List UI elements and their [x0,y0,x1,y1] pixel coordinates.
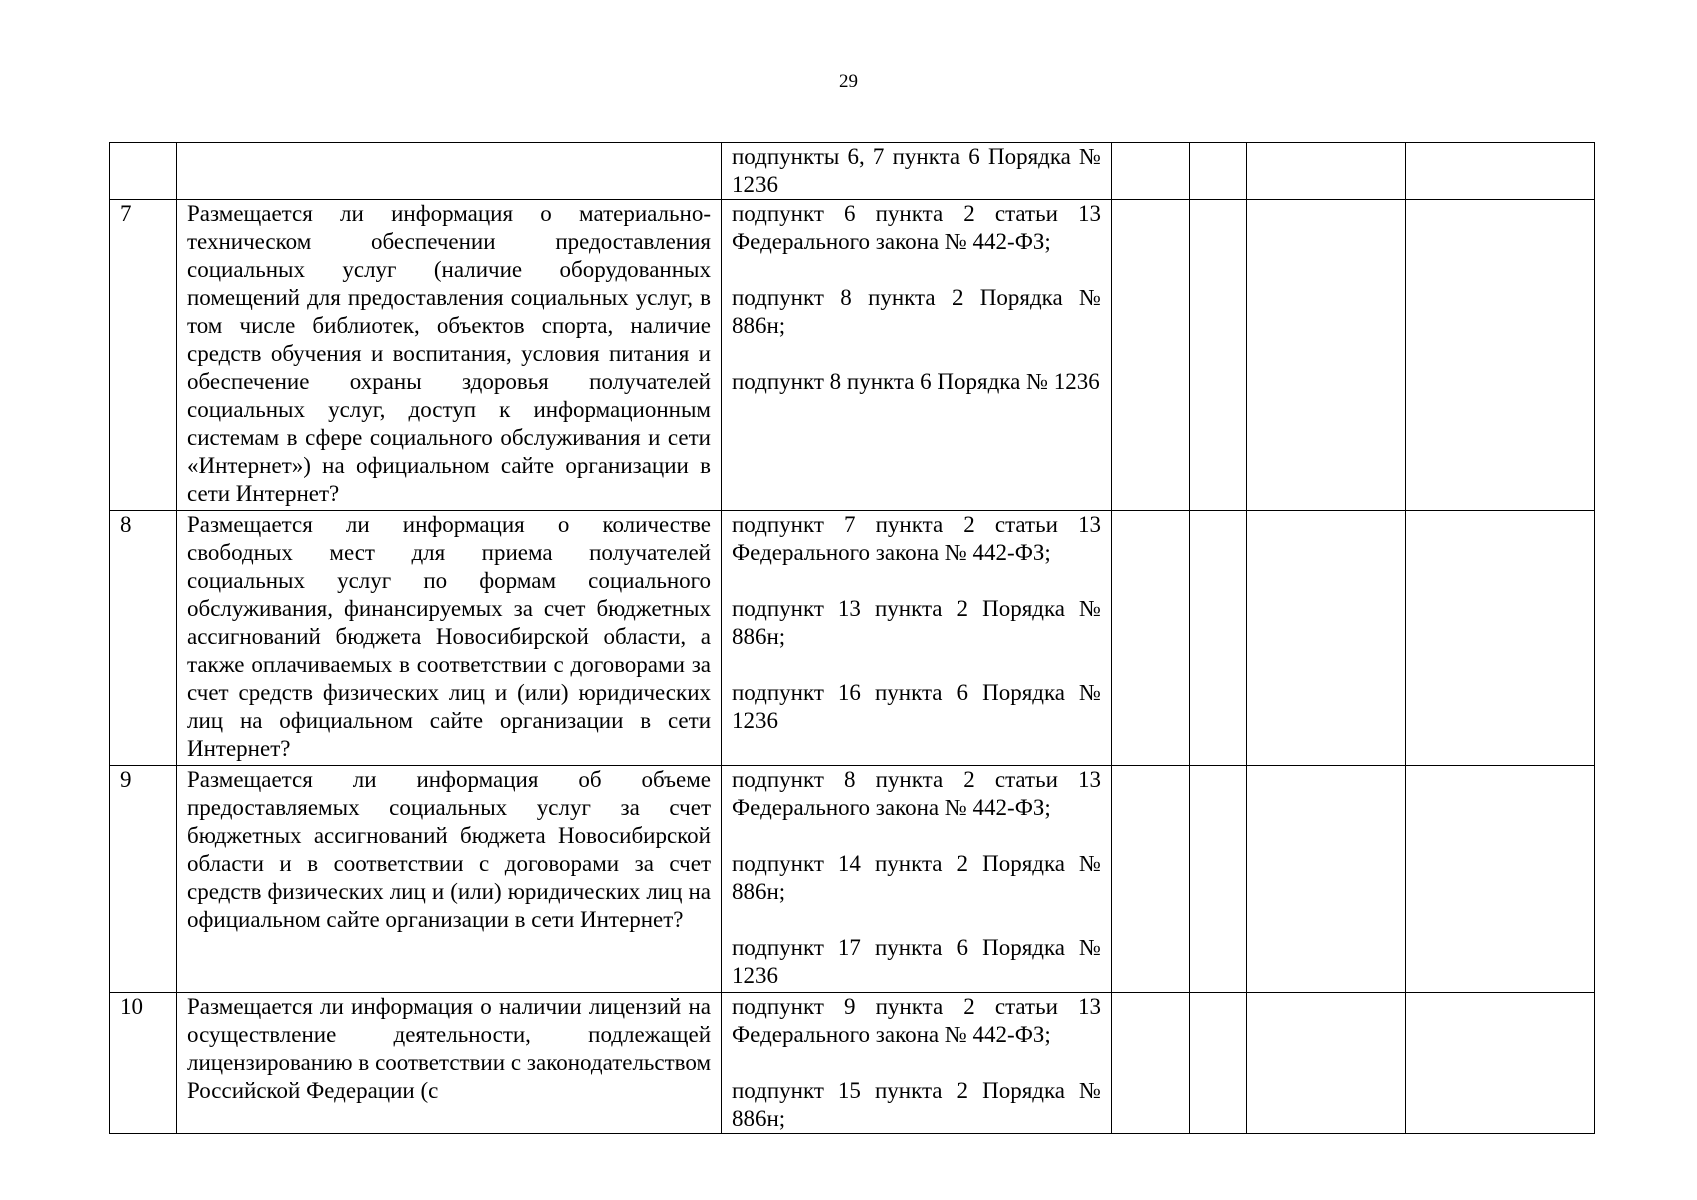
empty-cell [1247,766,1406,993]
reference-item: подпункт 9 пункта 2 статьи 13 Федерального закона № 442-ФЗ; [732,994,1101,1047]
empty-cell [1406,200,1595,511]
empty-cell [1112,993,1190,1134]
row-number: 10 [110,993,177,1134]
reference-item: подпункт 13 пункта 2 Порядка № 886н; [732,596,1101,649]
row-question [177,143,722,200]
empty-cell [1247,200,1406,511]
row-question: Размещается ли информация о наличии лицензий на осуществление деятельности, подлежащей лицензированию в соответствии с законодательством Российской Федерации (с [177,993,722,1134]
reference-item: подпункт 15 пункта 2 Порядка № 886н; [732,1078,1101,1131]
empty-cell [1406,511,1595,766]
page-number: 29 [839,71,858,92]
reference-item: подпункт 14 пункта 2 Порядка № 886н; [732,851,1101,904]
row-question: Размещается ли информация об объеме предоставляемых социальных услуг за счет бюджетных ассигнований бюджета Новосибирской области и в соответствии с договорами за счет средств физических лиц и (или) юридических лиц на официальном сайте организации в сети Интернет? [177,766,722,993]
row-references [722,766,1112,993]
reference-item: подпункт 6 пункта 2 статьи 13 Федерального закона № 442-ФЗ; [732,201,1101,254]
table-row [110,200,1595,511]
table-row [110,766,1595,993]
table-row [110,143,1595,200]
checklist-table [109,142,1595,1134]
empty-cell [1112,766,1190,993]
row-number: 7 [110,200,177,511]
empty-cell [1406,993,1595,1134]
row-question: Размещается ли информация о количестве свободных мест для приема получателей социальных услуг по формам социального обслуживания, финансируемых за счет бюджетных ассигнований бюджета Новосибирской области, а также оплачиваемых в соответствии с договорами за счет средств физических лиц и (или) юридических лиц на официальном сайте организации в сети Интернет? [177,511,722,766]
reference-item: подпункт 8 пункта 2 Порядка № 886н; [732,285,1101,338]
empty-cell [1112,511,1190,766]
empty-cell [1112,200,1190,511]
reference-item: подпункт 7 пункта 2 статьи 13 Федерального закона № 442-ФЗ; [732,512,1101,565]
empty-cell [1247,511,1406,766]
empty-cell [1190,511,1247,766]
empty-cell [1190,200,1247,511]
row-references [722,511,1112,766]
row-number [110,143,177,200]
row-references [722,200,1112,511]
reference-item: подпункт 8 пункта 2 статьи 13 Федерального закона № 442-ФЗ; [732,767,1101,820]
empty-cell [1190,993,1247,1134]
reference-item: подпункт 16 пункта 6 Порядка № 1236 [732,680,1101,733]
reference-item: подпункты 6, 7 пункта 6 Порядка № 1236 [732,144,1101,197]
empty-cell [1247,143,1406,200]
empty-cell [1112,143,1190,200]
row-references [722,143,1112,200]
row-number: 8 [110,511,177,766]
empty-cell [1406,143,1595,200]
row-references [722,993,1112,1134]
table-row [110,511,1595,766]
row-question: Размещается ли информация о материально-техническом обеспечении предоставления социальных услуг (наличие оборудованных помещений для предоставления социальных услуг, в том числе библиотек, объектов спорта, наличие средств обучения и воспитания, условия питания и обеспечение охраны здоровья получателей социальных услуг, доступ к информационным системам в сфере социального обслуживания и сети «Интернет») на официальном сайте организации в сети Интернет? [177,200,722,511]
empty-cell [1190,143,1247,200]
reference-item: подпункт 8 пункта 6 Порядка № 1236 [732,369,1100,394]
row-number: 9 [110,766,177,993]
empty-cell [1190,766,1247,993]
reference-item: подпункт 17 пункта 6 Порядка № 1236 [732,935,1101,988]
empty-cell [1247,993,1406,1134]
table-row [110,993,1595,1134]
empty-cell [1406,766,1595,993]
